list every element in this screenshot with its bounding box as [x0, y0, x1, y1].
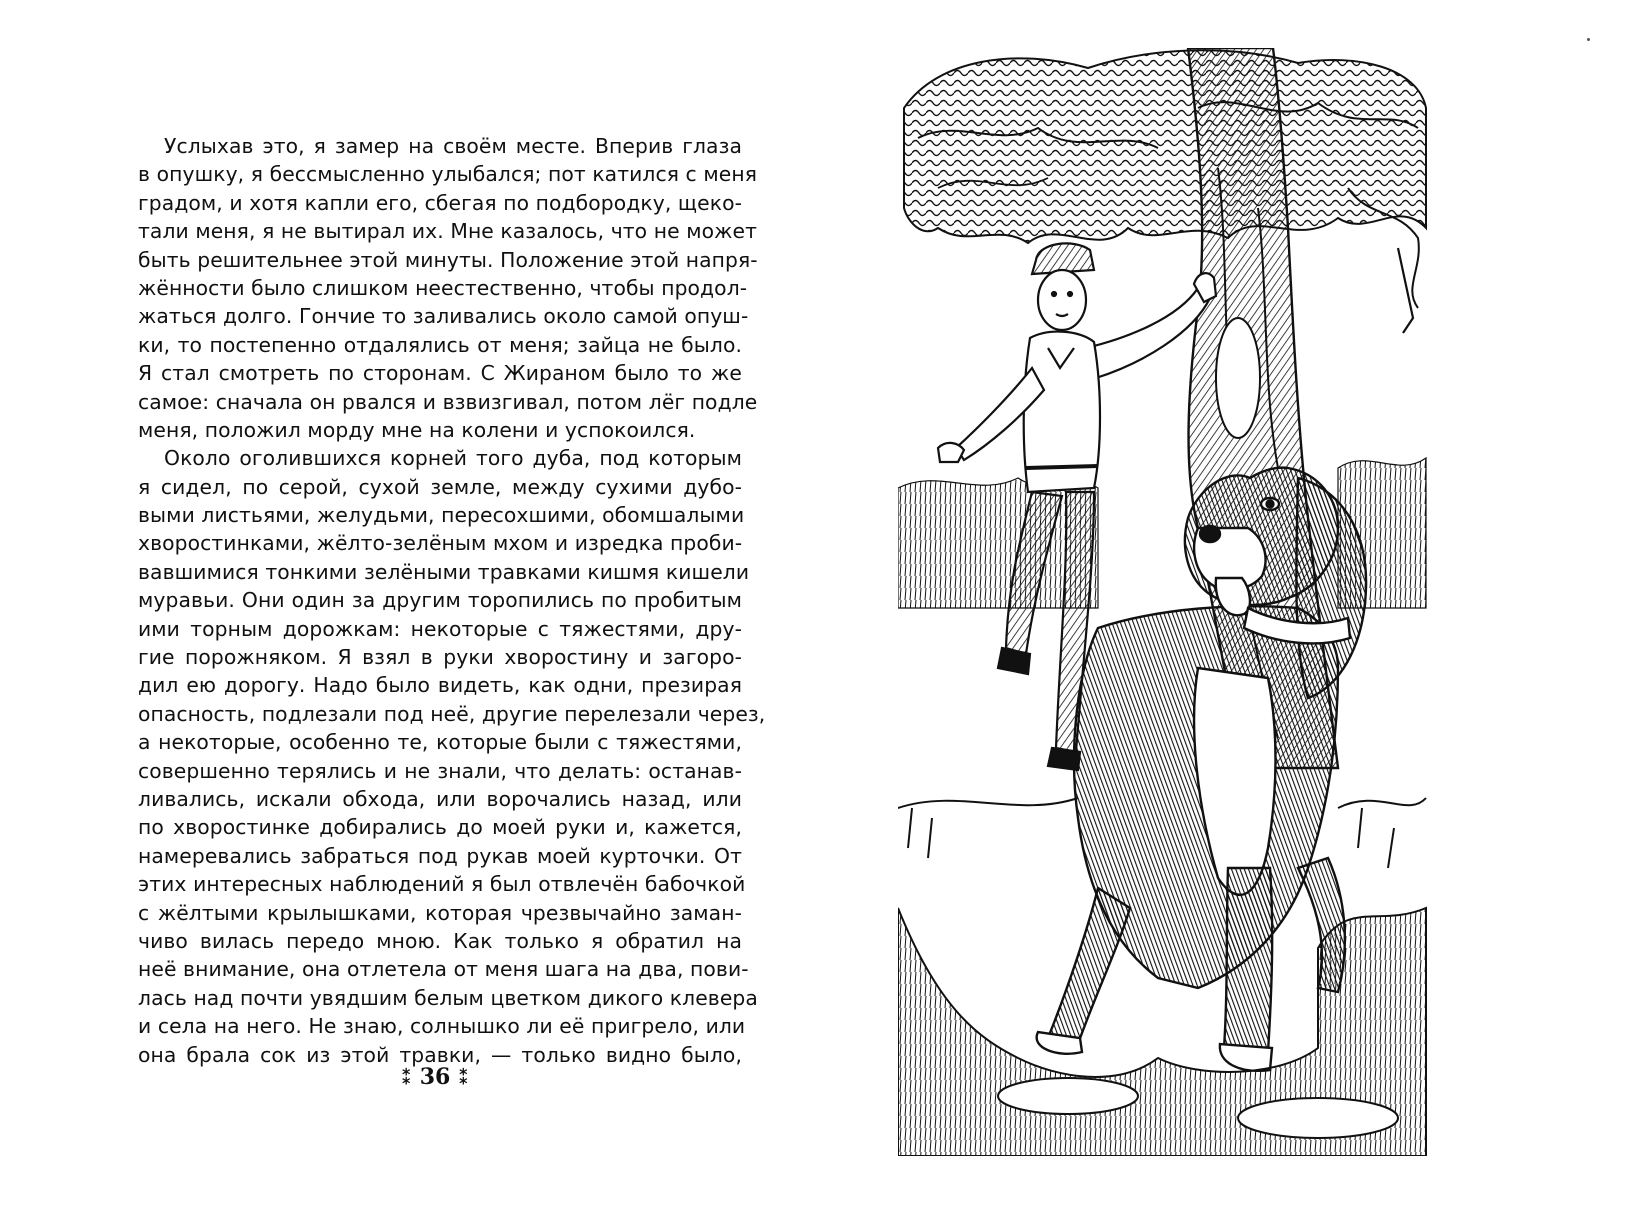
- text-line: выми листьями, желудьми, пересохшими, обомшалыми: [138, 503, 745, 528]
- text-line: Услыхав это, я замер на своём месте. Вперив глаза: [164, 134, 742, 158]
- text-line: с жёлтыми крылышками, которая чрезвычайно заман-: [138, 900, 742, 925]
- page-number-value: 36: [419, 1064, 451, 1090]
- page-number: [380, 1062, 490, 1092]
- text-line: и села на него. Не знаю, солнышко ли её пригрело, или: [138, 1014, 746, 1039]
- tree-foliage: [904, 50, 1426, 333]
- text-line: чиво вилась передо мною. Как только я обратил на: [138, 928, 742, 953]
- folio-ornament-right-icon: ⁑: [458, 1065, 469, 1089]
- text-line: неё внимание, она отлетела от меня шага на два, пови-: [138, 957, 749, 982]
- text-line: опасность, подлезали под неё, другие перелезали через,: [138, 701, 766, 726]
- text-line: в опушку, я бессмысленно улыбался; пот катился с меня: [138, 162, 757, 187]
- text-line: меня, положил морду мне на колени и успокоился.: [138, 417, 696, 442]
- text-line: ки, то постепенно отдалялись от меня; зайца не было.: [138, 332, 742, 357]
- text-line: я сидел, по серой, сухой земле, между сухими дубо-: [138, 474, 742, 499]
- text-line: муравьи. Они один за другим торопились по пробитым: [138, 588, 742, 613]
- text-line: она брала сок из этой травки, — только видно было,: [138, 1042, 742, 1067]
- text-line: ими торным дорожкам: некоторые с тяжестями, дру-: [138, 616, 742, 641]
- folio-ornament-left-icon: ⁑: [401, 1065, 412, 1089]
- text-line: быть решительнее этой минуты. Положение этой напря-: [138, 247, 758, 272]
- text-line: самое: сначала он рвался и взвизгивал, потом лёг подле: [138, 389, 758, 414]
- body-text: [138, 132, 766, 1069]
- text-line: гие порожняком. Я взял в руки хворостину и загоро-: [138, 645, 742, 670]
- text-line: этих интересных наблюдений я был отвлечён бабочкой: [138, 872, 746, 897]
- text-line: хворостинками, жёлто-зелёным мхом и изредка проби-: [138, 531, 743, 556]
- text-line: намеревались забраться под рукав моей курточки. От: [138, 843, 742, 868]
- right-page: [820, 0, 1650, 1211]
- text-line: Около оголившихся корней того дуба, под которым: [164, 446, 742, 471]
- text-line: градом, и хотя капли его, сбегая по подбородку, щеко-: [138, 190, 742, 215]
- text-line: Я стал смотреть по сторонам. С Жираном было то же: [138, 361, 742, 386]
- text-line: ливались, искали обхода, или ворочались назад, или: [138, 786, 742, 811]
- left-page: [0, 0, 820, 1211]
- text-line: совершенно терялись и не знали, что делать: останав-: [138, 758, 742, 783]
- text-line: дил ею дорогу. Надо было видеть, как одни, презирая: [138, 673, 742, 698]
- text-line: а некоторые, особенно те, которые были с тяжестями,: [138, 730, 742, 755]
- corner-speck: [1587, 38, 1590, 41]
- text-line: жённости было слишком неестественно, чтобы продол-: [138, 275, 748, 300]
- text-line: тали меня, я не вытирал их. Мне казалось, что не может: [138, 219, 757, 244]
- illustration-boy-and-dog: [898, 48, 1428, 1156]
- text-line: лась над почти увядшим белым цветком дикого клевера: [138, 985, 758, 1010]
- text-line: жаться долго. Гончие то заливались около самой опуш-: [138, 304, 749, 329]
- text-line: вавшимися тонкими зелёными травками кишмя кишели: [138, 559, 750, 584]
- text-line: по хворостинке добирались до моей руки и, кажется,: [138, 815, 742, 840]
